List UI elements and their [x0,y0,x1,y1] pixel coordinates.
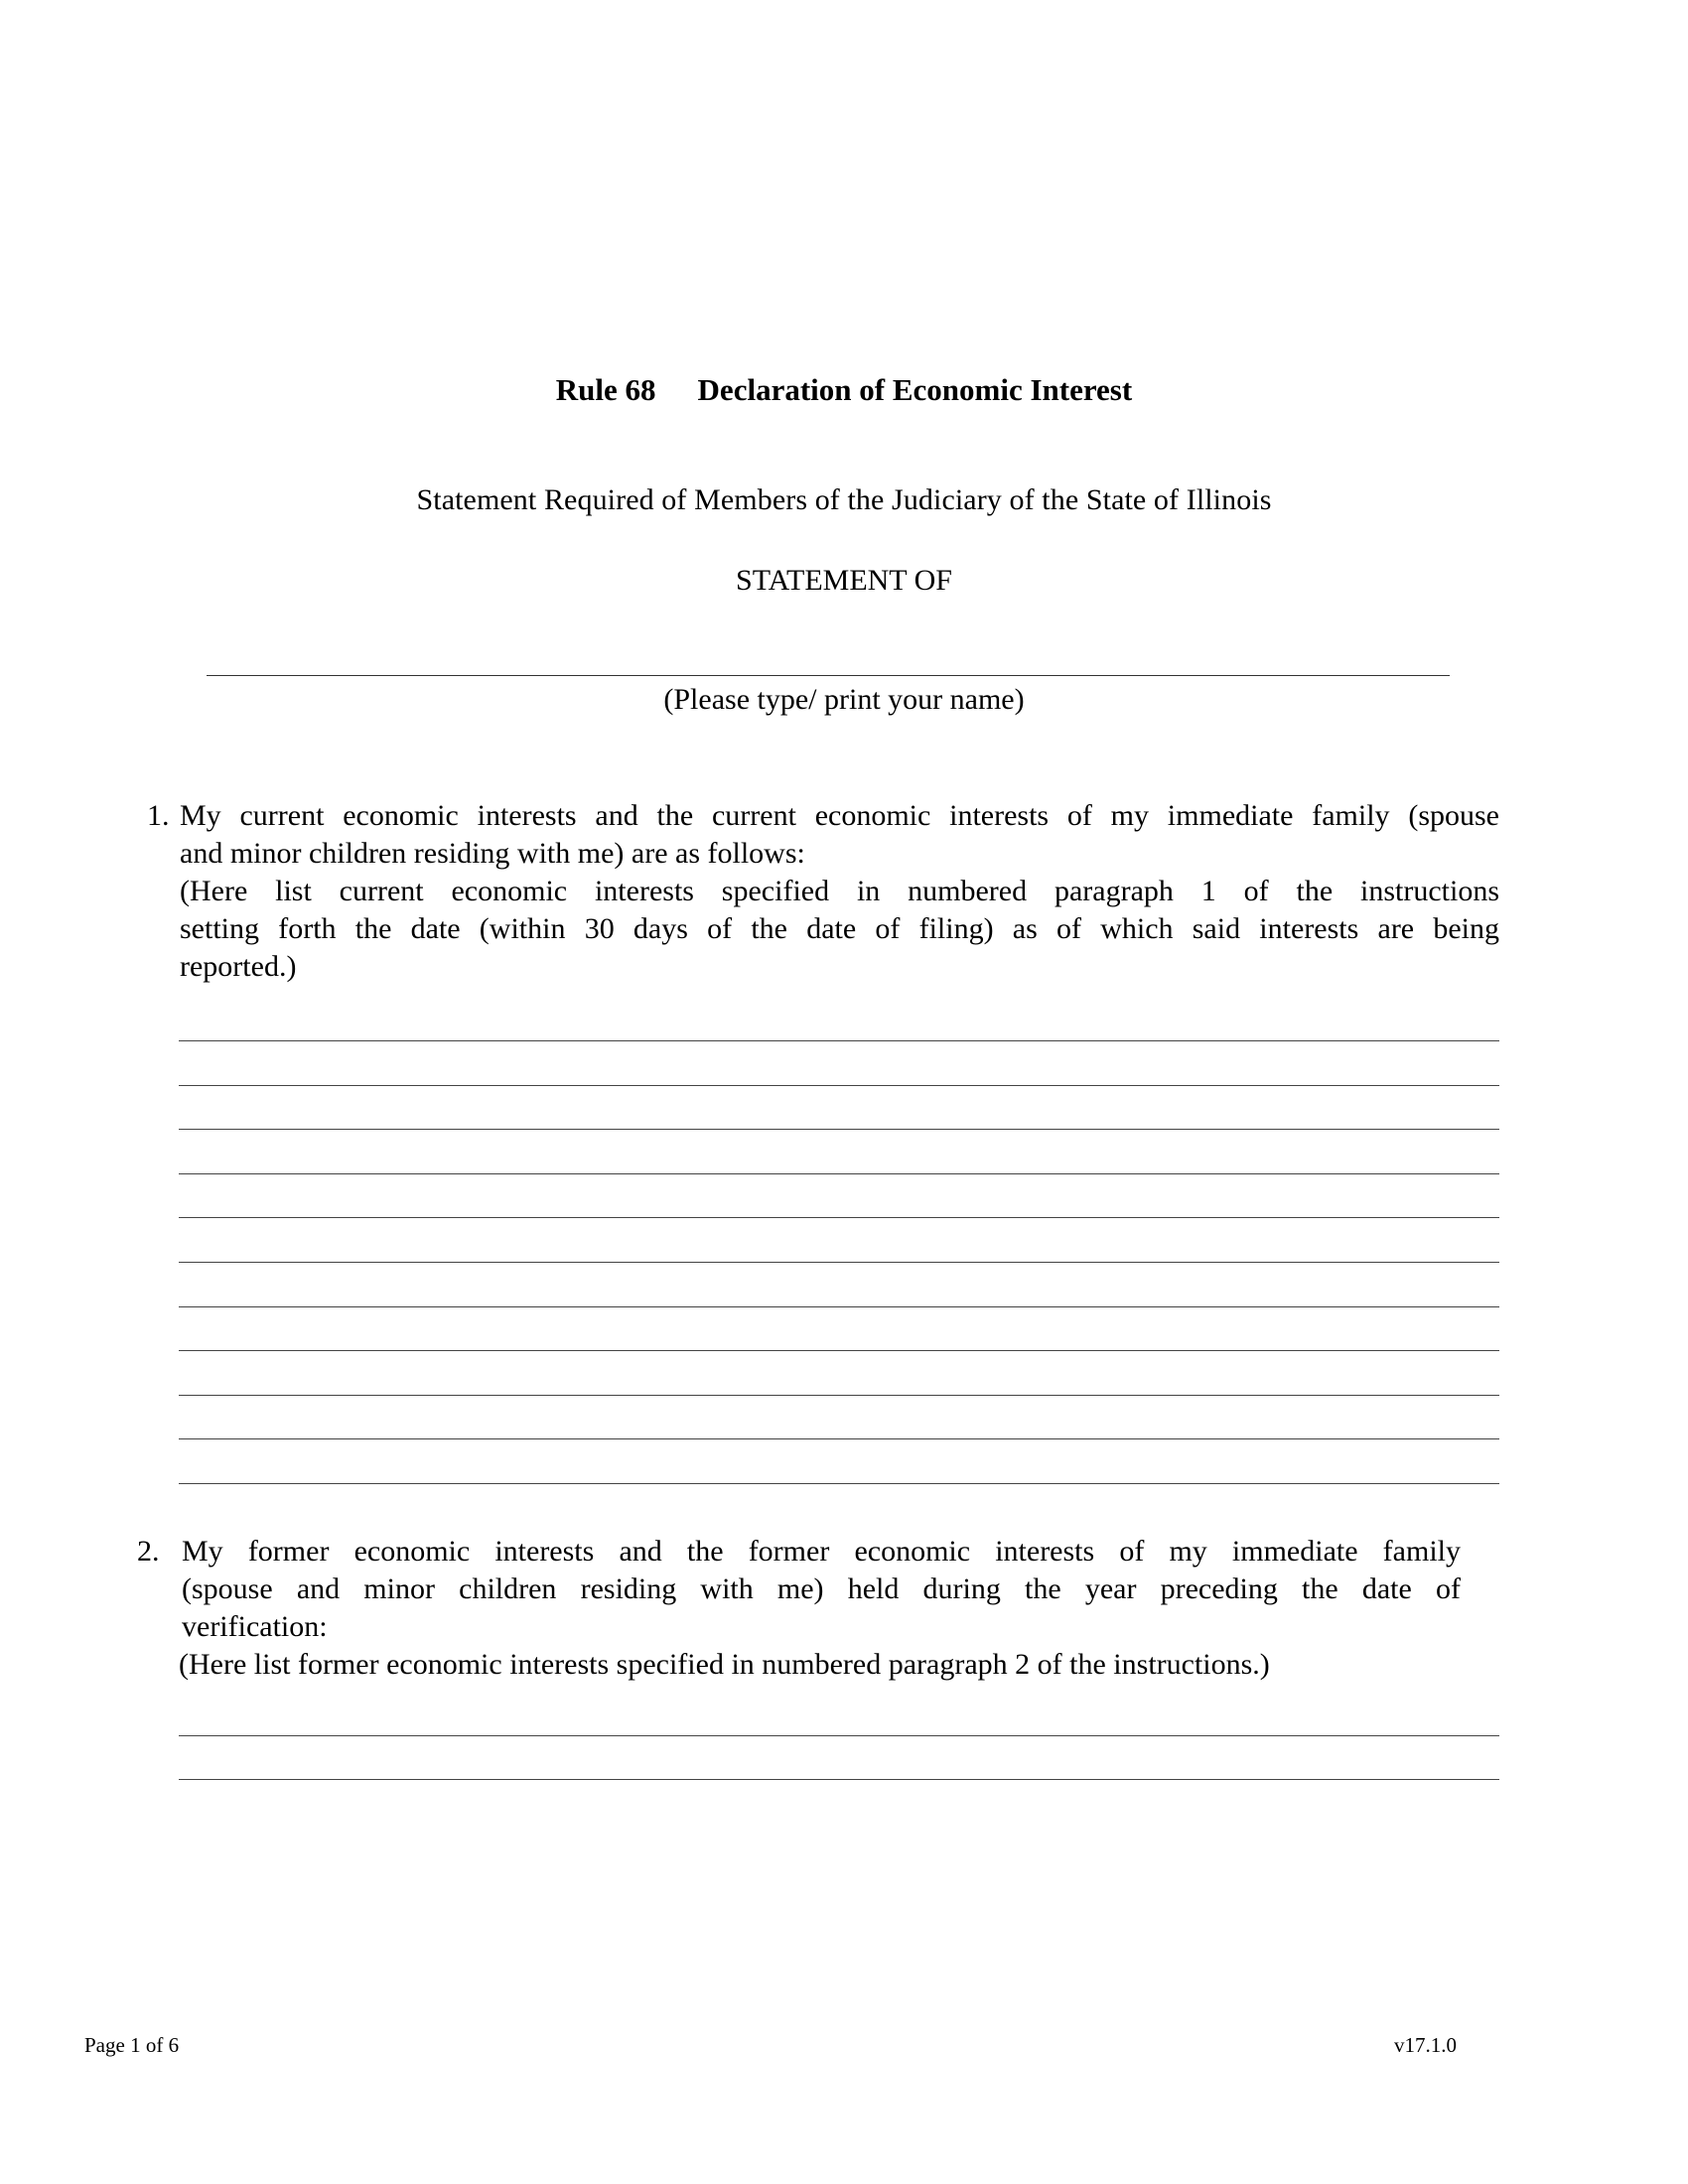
section-1-answer-line[interactable] [179,1040,1499,1041]
declaration-title: Declaration of Economic Interest [697,372,1133,407]
form-subtitle: Statement Required of Members of the Judiciary of the State of Illinois [416,483,1272,516]
section-1-line: reported.) [180,950,297,983]
version-label: v17.1.0 [1394,2033,1457,2057]
statement-of-heading: STATEMENT OF [736,564,952,597]
section-1-answer-line[interactable] [179,1483,1499,1484]
section-1-answer-line[interactable] [179,1306,1499,1307]
name-underline [207,675,1450,676]
section-2-line: My former economic interests and the former economic interests of my immediate family [182,1535,1461,1568]
section-2-line: verification: [182,1610,328,1643]
section-2-instruction: (Here list former economic interests specified in numbered paragraph 2 of the instructions.) [179,1648,1270,1681]
page-number: Page 1 of 6 [84,2033,180,2057]
section-1-answer-line[interactable] [179,1262,1499,1263]
form-title [0,372,1688,408]
name-input[interactable] [207,651,1454,677]
section-1-answer-line[interactable] [179,1217,1499,1218]
section-1-answer-line[interactable] [179,1085,1499,1086]
section-2-line: (spouse and minor children residing with me) held during the year preceding the date of [182,1572,1461,1605]
section-1-line: and minor children residing with me) are as follows: [180,837,805,870]
section-1-number: 1. [147,799,170,832]
section-1-answer-line[interactable] [179,1438,1499,1439]
section-1-line: My current economic interests and the current economic interests of my immediate family (spouse [180,799,1499,832]
section-1-answer-line[interactable] [179,1129,1499,1130]
section-2-text [182,1533,1461,1646]
section-1-answer-line[interactable] [179,1395,1499,1396]
section-1-answer-line[interactable] [179,1173,1499,1174]
section-1-answer-line[interactable] [179,1350,1499,1351]
section-1-text [180,797,1499,986]
section-2-answer-line[interactable] [179,1779,1499,1780]
rule-label: Rule 68 [555,372,656,407]
section-2-number: 2. [137,1535,160,1568]
section-1-line: (Here list current economic interests specified in numbered paragraph 1 of the instructions [180,875,1499,907]
name-hint: (Please type/ print your name) [663,683,1025,716]
section-2-answer-line[interactable] [179,1735,1499,1736]
section-1-line: setting forth the date (within 30 days of the date of filing) as of which said interests are being [180,912,1499,945]
